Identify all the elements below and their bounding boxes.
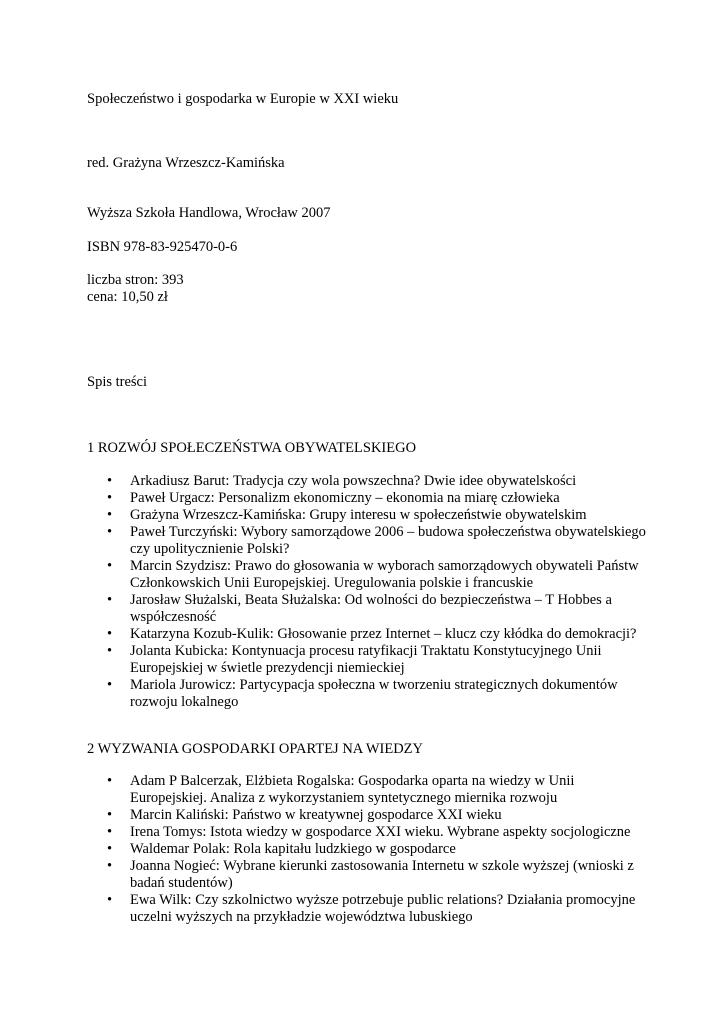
list-item [87, 558, 647, 592]
bullet-icon: • [107, 773, 113, 789]
bullet-icon: • [107, 677, 113, 693]
list-item [87, 677, 647, 711]
bullet-icon: • [107, 524, 113, 540]
list-item [87, 592, 647, 626]
list-item [87, 524, 647, 558]
book-details [87, 272, 184, 306]
book-pages: liczba stron: 393 [87, 272, 184, 288]
list-item [87, 473, 647, 490]
bullet-icon: • [107, 626, 113, 642]
section-2-title: 2 WYZWANIA GOSPODARKI OPARTEJ NA WIEDZY [87, 741, 423, 757]
list-item-text: Waldemar Polak: Rola kapitału ludzkiego w gospodarce [130, 841, 456, 857]
list-item-text: Jarosław Służalski, Beata Służalska: Od wolności do bezpieczeństwa – T Hobbes a współczesność [130, 592, 612, 625]
bullet-icon: • [107, 824, 113, 840]
list-item [87, 490, 647, 507]
list-item-text: Jolanta Kubicka: Kontynuacja procesu ratyfikacji Traktatu Konstytucyjnego Unii Europejskiej w świetle prezydencji niemieckiej [130, 643, 602, 676]
list-item-text: Joanna Nogieć: Wybrane kierunki zastosowania Internetu w szkole wyższej (wnioski z badań studentów) [130, 858, 634, 891]
bullet-icon: • [107, 807, 113, 823]
bullet-icon: • [107, 507, 113, 523]
list-item-text: Marcin Kaliński: Państwo w kreatywnej gospodarce XXI wieku [130, 807, 502, 823]
list-item [87, 643, 647, 677]
list-item [87, 507, 647, 524]
section-2-list [87, 773, 647, 926]
list-item-text: Grażyna Wrzeszcz-Kamińska: Grupy interesu w społeczeństwie obywatelskim [130, 507, 587, 523]
bullet-icon: • [107, 892, 113, 908]
book-editor: red. Grażyna Wrzeszcz-Kamińska [87, 155, 285, 171]
list-item-text: Irena Tomys: Istota wiedzy w gospodarce XXI wieku. Wybrane aspekty socjologiczne [130, 824, 631, 840]
list-item-text: Katarzyna Kozub-Kulik: Głosowanie przez Internet – klucz czy kłódka do demokracji? [130, 626, 637, 642]
toc-heading: Spis treści [87, 374, 148, 390]
list-item [87, 892, 647, 926]
book-title: Społeczeństwo i gospodarka w Europie w XXI wieku [87, 91, 399, 107]
bullet-icon: • [107, 558, 113, 574]
list-item-text: Paweł Urgacz: Personalizm ekonomiczny – ekonomia na miarę człowieka [130, 490, 560, 506]
list-item-text: Ewa Wilk: Czy szkolnictwo wyższe potrzebuje public relations? Działania promocyjne uczelni wyższych na przykładzie województwa lubuskiego [130, 892, 636, 925]
bullet-icon: • [107, 490, 113, 506]
list-item [87, 773, 647, 807]
list-item [87, 824, 647, 841]
book-publisher: Wyższa Szkoła Handlowa, Wrocław 2007 [87, 205, 331, 221]
bullet-icon: • [107, 473, 113, 489]
list-item-text: Paweł Turczyński: Wybory samorządowe 2006 – budowa społeczeństwa obywatelskiego czy upolitycznienie Polski? [130, 524, 646, 557]
list-item-text: Arkadiusz Barut: Tradycja czy wola powszechna? Dwie idee obywatelskości [130, 473, 577, 489]
bullet-icon: • [107, 643, 113, 659]
bullet-icon: • [107, 592, 113, 608]
list-item-text: Marcin Szydzisz: Prawo do głosowania w wyborach samorządowych obywateli Państw Członkowskich Unii Europejskiej. Uregulowania polskie i francuskie [130, 558, 639, 591]
list-item-text: Mariola Jurowicz: Partycypacja społeczna w tworzeniu strategicznych dokumentów rozwoju lokalnego [130, 677, 618, 710]
section-1-title: 1 ROZWÓJ SPOŁECZEŃSTWA OBYWATELSKIEGO [87, 440, 417, 456]
list-item-text: Adam P Balcerzak, Elżbieta Rogalska: Gospodarka oparta na wiedzy w Unii Europejskiej. Analiza z wykorzystaniem syntetycznego miernika rozwoju [130, 773, 575, 806]
section-1-list [87, 473, 647, 711]
list-item [87, 858, 647, 892]
bullet-icon: • [107, 841, 113, 857]
book-price: cena: 10,50 zł [87, 289, 168, 305]
book-isbn: ISBN 978-83-925470-0-6 [87, 239, 238, 255]
bullet-icon: • [107, 858, 113, 874]
list-item [87, 626, 647, 643]
list-item [87, 807, 647, 824]
list-item [87, 841, 647, 858]
